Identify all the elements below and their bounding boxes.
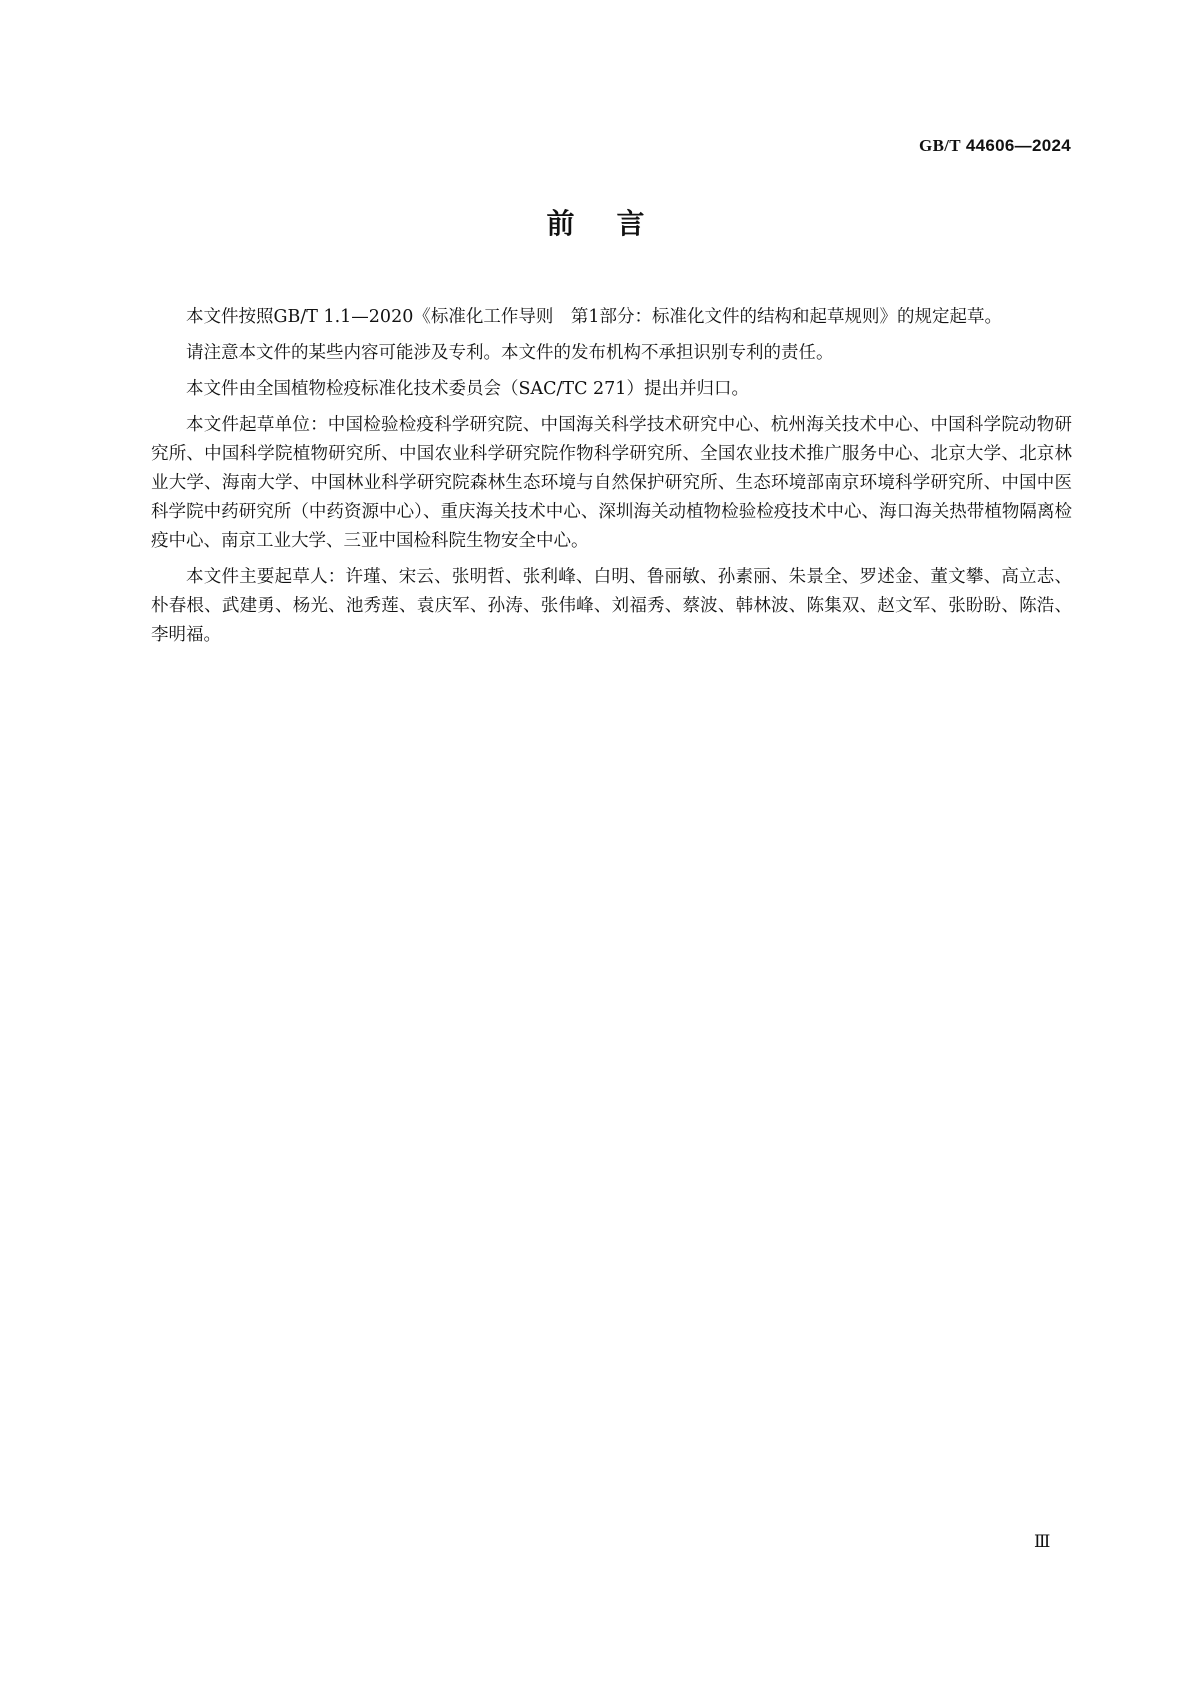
paragraph-drafting-units: 本文件起草单位：中国检验检疫科学研究院、中国海关科学技术研究中心、杭州海关技术中心、中国科学院动物研究所、中国科学院植物研究所、中国农业科学研究院作物科学研究所、全国农业技术推广服务中心、北京大学、北京林业大学、海南大学、中国林业科学研究院森林生态环境与自然保护研究所、生态环境部南京环境科学研究所、中国中医科学院中药研究所（中药资源中心）、重庆海关技术中心、深圳海关动植物检验检疫技术中心、海口海关热带植物隔离检疫中心、南京工业大学、三亚中国检科院生物安全中心。: [151, 415, 1072, 551]
page-title: 前言: [546, 207, 687, 240]
standard-code: 44606—2024: [965, 136, 1071, 155]
paragraph-drafters: 本文件主要起草人：许瑾、宋云、张明哲、张利峰、白明、鲁丽敏、孙素丽、朱景全、罗述金、董文攀、高立志、朴春根、武建勇、杨光、池秀莲、袁庆军、孙涛、张伟峰、刘福秀、蔡波、韩林波、陈集双、赵文军、张盼盼、陈浩、李明福。: [151, 567, 1072, 645]
standard-number: [919, 136, 1071, 156]
page-number: Ⅲ: [1034, 1532, 1050, 1551]
paragraph-drafting-rules: 本文件按照GB/T 1.1—2020《标准化工作导则 第1部分：标准化文件的结构和起草规则》的规定起草。: [186, 307, 1002, 327]
paragraph-patent-notice: 请注意本文件的某些内容可能涉及专利。本文件的发布机构不承担识别专利的责任。: [186, 343, 834, 363]
paragraph-proposing-committee: 本文件由全国植物检疫标准化技术委员会（SAC/TC 271）提出并归口。: [186, 379, 749, 399]
standard-prefix: GB/T: [919, 136, 961, 155]
foreword-body: [151, 303, 1072, 657]
